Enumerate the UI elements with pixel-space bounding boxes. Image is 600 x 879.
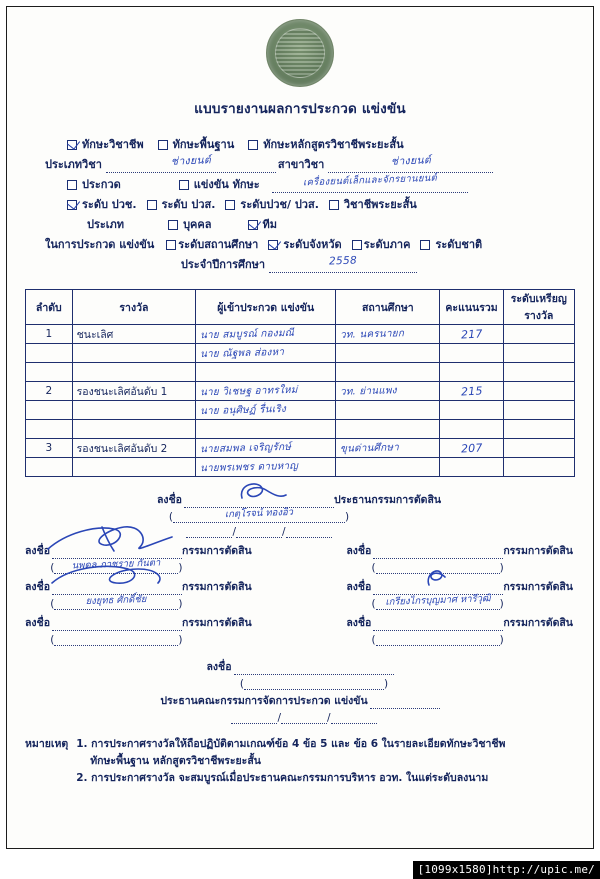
checkbox-contest[interactable] bbox=[67, 180, 77, 190]
checkbox-level-povoch[interactable] bbox=[67, 200, 77, 210]
table-row bbox=[26, 401, 575, 420]
judge-left-3 bbox=[25, 614, 254, 646]
title-chair-judge: ประธานกรรมการตัดสิน bbox=[333, 494, 442, 506]
label-scope: ในการประกวด แข่งขัน bbox=[45, 238, 155, 251]
title-judge-r2: กรรมการตัดสิน bbox=[503, 581, 573, 593]
judge-right-1 bbox=[346, 542, 575, 574]
cell-school bbox=[336, 363, 440, 382]
handwriting-chair-name: เกตุโรจน์ ทองอิว bbox=[224, 506, 294, 521]
judge-l2-name-line: ( ยงยุทธ ศักดิ์ชัย ) bbox=[50, 593, 183, 610]
checkbox-scope-school[interactable] bbox=[166, 240, 176, 250]
notes-section bbox=[25, 736, 575, 787]
cell-prize bbox=[72, 344, 196, 363]
field-subject-category[interactable] bbox=[106, 154, 276, 173]
cell-score: 207 bbox=[440, 439, 503, 458]
title-judge-l1: กรรมการตัดสิน bbox=[182, 545, 252, 557]
field-competition-name[interactable] bbox=[272, 172, 468, 193]
label-level-both: ระดับปวช/ ปวส. bbox=[240, 198, 319, 211]
official-seal-icon bbox=[266, 19, 334, 87]
cell-medal bbox=[503, 401, 574, 420]
cell-prize: ชนะเลิศ bbox=[72, 325, 196, 344]
field-organizer-name[interactable] bbox=[244, 676, 384, 690]
organizer-sign-row bbox=[25, 658, 575, 675]
organizer-title-row bbox=[25, 692, 575, 709]
judge-row-1 bbox=[25, 542, 575, 574]
col-header-school: สถานศึกษา bbox=[336, 290, 440, 325]
field-signature-judge-r1[interactable] bbox=[373, 545, 503, 559]
title-judge-l2: กรรมการตัดสิน bbox=[182, 581, 252, 593]
cell-school: ขุนด่านศึกษา bbox=[336, 439, 440, 458]
field-judge-r2-name[interactable] bbox=[376, 593, 500, 610]
label-competition: แข่งขัน ทักษะ bbox=[193, 178, 260, 191]
label-skill-vocational: ทักษะวิชาชีพ bbox=[82, 138, 144, 151]
cell-school bbox=[336, 458, 440, 477]
cell-no bbox=[26, 344, 73, 363]
cell-score bbox=[440, 458, 503, 477]
label-scope-region: ระดับภาค bbox=[363, 238, 411, 251]
entry-type-row bbox=[25, 215, 575, 235]
cell-prize: รองชนะเลิศอันดับ 1 bbox=[72, 382, 196, 401]
label-sign-judge-r3: ลงชื่อ bbox=[346, 617, 372, 629]
cell-medal bbox=[503, 458, 574, 477]
judge-r1-name-line: ( ) bbox=[371, 562, 504, 574]
judge-l1-name-line: ( นพดล ภาชราย กันตา ) bbox=[50, 557, 183, 574]
field-judge-l3-name[interactable] bbox=[54, 632, 178, 646]
col-header-no: ลำดับ bbox=[26, 290, 73, 325]
signature-chair-row bbox=[25, 491, 575, 508]
label-entry-individual: บุคคล bbox=[183, 218, 212, 231]
handwriting-judge-r2-name: เกรียงไกรบุญมาศ หารีวุฒิ bbox=[384, 593, 491, 608]
col-header-prize: รางวัล bbox=[72, 290, 196, 325]
chair-name-line: ( เกตุโรจน์ ทองอิว ) bbox=[168, 506, 350, 523]
emblem-container bbox=[25, 7, 575, 87]
judge-r3-name-line: ( ) bbox=[371, 634, 504, 646]
label-contest: ประกวด bbox=[82, 178, 121, 191]
label-sign-judge-l1: ลงชื่อ bbox=[25, 545, 50, 557]
field-signature-organizer[interactable] bbox=[234, 661, 394, 675]
label-subject-category: ประเภทวิชา bbox=[45, 158, 102, 171]
field-judge-l1-name[interactable] bbox=[54, 557, 178, 574]
label-sign-chair: ลงชื่อ bbox=[156, 494, 182, 506]
field-chair-date-year[interactable] bbox=[286, 525, 332, 538]
checkbox-scope-national[interactable] bbox=[420, 240, 430, 250]
document-content bbox=[7, 7, 593, 848]
cell-prize bbox=[72, 401, 196, 420]
col-header-score: คะแนนรวม bbox=[440, 290, 503, 325]
watermark-dimensions: [1099x1580] bbox=[417, 863, 493, 876]
table-row bbox=[26, 420, 575, 439]
handwriting-subject-category: ช่างยนต์ bbox=[170, 154, 212, 168]
handwriting-subject-branch: ช่างยนต์ bbox=[390, 154, 432, 168]
note-item-2: 2. การประกาศรางวัล จะสมบูรณ์เมื่อประธานคณะกรรมการบริหาร อวท. ในแต่ระดับลงนาม bbox=[76, 772, 489, 784]
checkbox-entry-team[interactable] bbox=[248, 220, 258, 230]
cell-medal bbox=[503, 325, 574, 344]
table-row bbox=[26, 344, 575, 363]
field-organizer-date-day[interactable] bbox=[231, 711, 277, 724]
label-entry-type: ประเภท bbox=[87, 218, 125, 231]
label-skill-short-course: ทักษะหลักสูตรวิชาชีพระยะสั้น bbox=[263, 138, 404, 151]
judge-r2-name-line: ( เกรียงไกรบุญมาศ หารีวุฒิ ) bbox=[371, 593, 504, 610]
notes-label: หมายเหตุ bbox=[25, 738, 69, 750]
cell-participant: นาย สมบูรณ์ กองมณี bbox=[196, 325, 336, 344]
judge-right-2 bbox=[346, 578, 575, 610]
table-row bbox=[26, 325, 575, 344]
cell-score bbox=[440, 420, 503, 439]
cell-medal bbox=[503, 439, 574, 458]
contest-type-row bbox=[25, 172, 575, 195]
field-judge-r3-name[interactable] bbox=[376, 632, 500, 646]
cell-prize bbox=[72, 363, 196, 382]
field-organizer-date-year[interactable] bbox=[331, 711, 377, 724]
label-scope-province: ระดับจังหวัด bbox=[283, 238, 342, 251]
title-judge-r3: กรรมการตัดสิน bbox=[503, 617, 573, 629]
cell-no bbox=[26, 401, 73, 420]
note-item-1-line-2: ทักษะพื้นฐาน หลักสูตรวิชาชีพระยะสั้น bbox=[90, 755, 261, 767]
field-signature-judge-l3[interactable] bbox=[52, 617, 182, 631]
results-table bbox=[25, 289, 575, 477]
field-chair-date-month[interactable] bbox=[236, 525, 282, 538]
judge-l3-name-line: ( ) bbox=[50, 634, 183, 646]
checkbox-scope-region[interactable] bbox=[352, 240, 362, 250]
handwriting-competition-name: เครื่องยนต์เล็กและจักรยานยนต์ bbox=[302, 172, 437, 189]
label-academic-year: ประจำปีการศึกษา bbox=[180, 258, 266, 271]
title-judge-l3: กรรมการตัดสิน bbox=[182, 617, 252, 629]
label-entry-team: ทีม bbox=[262, 218, 278, 231]
cell-school bbox=[336, 344, 440, 363]
cell-participant: นาย ณัฐพล ส่องหา bbox=[196, 344, 336, 363]
label-sign-judge-r2: ลงชื่อ bbox=[346, 581, 372, 593]
label-scope-school: ระดับสถานศึกษา bbox=[178, 238, 259, 251]
table-body bbox=[26, 325, 575, 477]
judge-row-3 bbox=[25, 614, 575, 646]
checkbox-skill-vocational[interactable] bbox=[67, 140, 77, 150]
cell-school: วท. นครนายก bbox=[336, 325, 440, 344]
cell-medal bbox=[503, 420, 574, 439]
organizer-name-line: ( ) bbox=[239, 678, 389, 690]
cell-no: 2 bbox=[26, 382, 73, 401]
cell-school: วท. ย่านแพง bbox=[336, 382, 440, 401]
cell-prize: รองชนะเลิศอันดับ 2 bbox=[72, 439, 196, 458]
signature-area bbox=[25, 491, 575, 724]
label-subject-branch: สาขาวิชา bbox=[277, 158, 325, 171]
skill-type-row bbox=[25, 135, 575, 155]
checkbox-competition[interactable] bbox=[179, 180, 189, 190]
scanned-document-sheet bbox=[6, 6, 594, 849]
field-organizer-event[interactable] bbox=[370, 695, 440, 709]
judge-left-2 bbox=[25, 578, 254, 610]
field-signature-judge-r3[interactable] bbox=[373, 617, 503, 631]
cell-medal bbox=[503, 363, 574, 382]
subject-row bbox=[25, 155, 575, 175]
field-organizer-date-month[interactable] bbox=[281, 711, 327, 724]
cell-participant: นาย อนุศิษฏ์ รื่นเริง bbox=[196, 401, 336, 420]
cell-no: 1 bbox=[26, 325, 73, 344]
label-skill-basic: ทักษะพื้นฐาน bbox=[172, 138, 235, 151]
handwriting-academic-year: 2558 bbox=[328, 254, 358, 268]
label-sign-organizer: ลงชื่อ bbox=[206, 661, 232, 673]
checkbox-level-both[interactable] bbox=[225, 200, 235, 210]
chair-date-line: / / bbox=[25, 525, 575, 538]
pen-scribble-chair bbox=[232, 478, 292, 504]
judge-left-1 bbox=[25, 542, 254, 574]
checkbox-skill-short-course[interactable] bbox=[248, 140, 258, 150]
table-row bbox=[26, 363, 575, 382]
cell-participant bbox=[196, 420, 336, 439]
label-scope-national: ระดับชาติ bbox=[435, 238, 483, 251]
cell-prize bbox=[72, 458, 196, 477]
handwriting-judge-l1-name: นพดล ภาชราย กันตา bbox=[71, 557, 161, 572]
cell-score bbox=[440, 401, 503, 420]
form-options-block bbox=[25, 135, 575, 275]
cell-score bbox=[440, 344, 503, 363]
scope-row bbox=[25, 235, 575, 255]
label-level-povosor: ระดับ ปวส. bbox=[161, 198, 216, 211]
field-judge-l2-name[interactable] bbox=[54, 593, 178, 610]
table-row bbox=[26, 439, 575, 458]
cell-no bbox=[26, 363, 73, 382]
checkbox-skill-basic[interactable] bbox=[158, 140, 168, 150]
label-level-povoch: ระดับ ปวช. bbox=[82, 198, 137, 211]
title-organizer: ประธานคณะกรรมการจัดการประกวด แข่งขัน bbox=[160, 695, 368, 707]
label-level-short-course: วิชาชีพระยะสั้น bbox=[343, 198, 417, 211]
table-row bbox=[26, 458, 575, 477]
cell-score: 217 bbox=[440, 325, 503, 344]
judge-row-2 bbox=[25, 578, 575, 610]
watermark-url: http://upic.me/ bbox=[492, 863, 595, 876]
checkbox-level-povosor[interactable] bbox=[147, 200, 157, 210]
academic-year-row bbox=[25, 255, 575, 275]
cell-no bbox=[26, 458, 73, 477]
education-level-row bbox=[25, 195, 575, 215]
label-sign-judge-l2: ลงชื่อ bbox=[25, 581, 50, 593]
cell-medal bbox=[503, 382, 574, 401]
watermark-bar bbox=[413, 861, 600, 879]
handwriting-judge-l2-name: ยงยุทธ ศักดิ์ชัย bbox=[85, 593, 147, 608]
label-sign-judge-l3: ลงชื่อ bbox=[25, 617, 50, 629]
col-header-medal: ระดับเหรียญรางวัล bbox=[503, 290, 574, 325]
table-row bbox=[26, 382, 575, 401]
cell-participant: นายพรเพชร ดาบหาญ bbox=[196, 458, 336, 477]
checkbox-level-short-course[interactable] bbox=[329, 200, 339, 210]
checkbox-scope-province[interactable] bbox=[268, 240, 278, 250]
cell-no: 3 bbox=[26, 439, 73, 458]
cell-score: 215 bbox=[440, 382, 503, 401]
cell-participant bbox=[196, 363, 336, 382]
cell-participant: นาย วิเชษฐ อาทรใหม่ bbox=[196, 382, 336, 401]
note-item-1-line-1: 1. การประกาศรางวัลให้ถือปฏิบัติตามเกณฑ์ข้อ 4 ข้อ 5 และ ข้อ 6 ในรายละเอียดทักษะวิชาชีพ bbox=[76, 738, 506, 750]
cell-prize bbox=[72, 420, 196, 439]
judge-right-3 bbox=[346, 614, 575, 646]
cell-school bbox=[336, 401, 440, 420]
field-chair-name[interactable] bbox=[173, 506, 345, 523]
cell-school bbox=[336, 420, 440, 439]
col-header-participant: ผู้เข้าประกวด แข่งขัน bbox=[196, 290, 336, 325]
title-judge-r1: กรรมการตัดสิน bbox=[503, 545, 573, 557]
checkbox-entry-individual[interactable] bbox=[168, 220, 178, 230]
cell-participant: นายสมพล เจริญรักษ์ bbox=[196, 439, 336, 458]
page-title: แบบรายงานผลการประกวด แข่งขัน bbox=[194, 101, 406, 117]
organizer-date-line: / / bbox=[25, 711, 575, 724]
label-sign-judge-r1: ลงชื่อ bbox=[346, 545, 372, 557]
field-academic-year[interactable] bbox=[269, 254, 417, 273]
field-judge-r1-name[interactable] bbox=[376, 560, 500, 574]
cell-score bbox=[440, 363, 503, 382]
cell-medal bbox=[503, 344, 574, 363]
table-header-row bbox=[26, 290, 575, 325]
field-chair-date-day[interactable] bbox=[186, 525, 232, 538]
cell-no bbox=[26, 420, 73, 439]
